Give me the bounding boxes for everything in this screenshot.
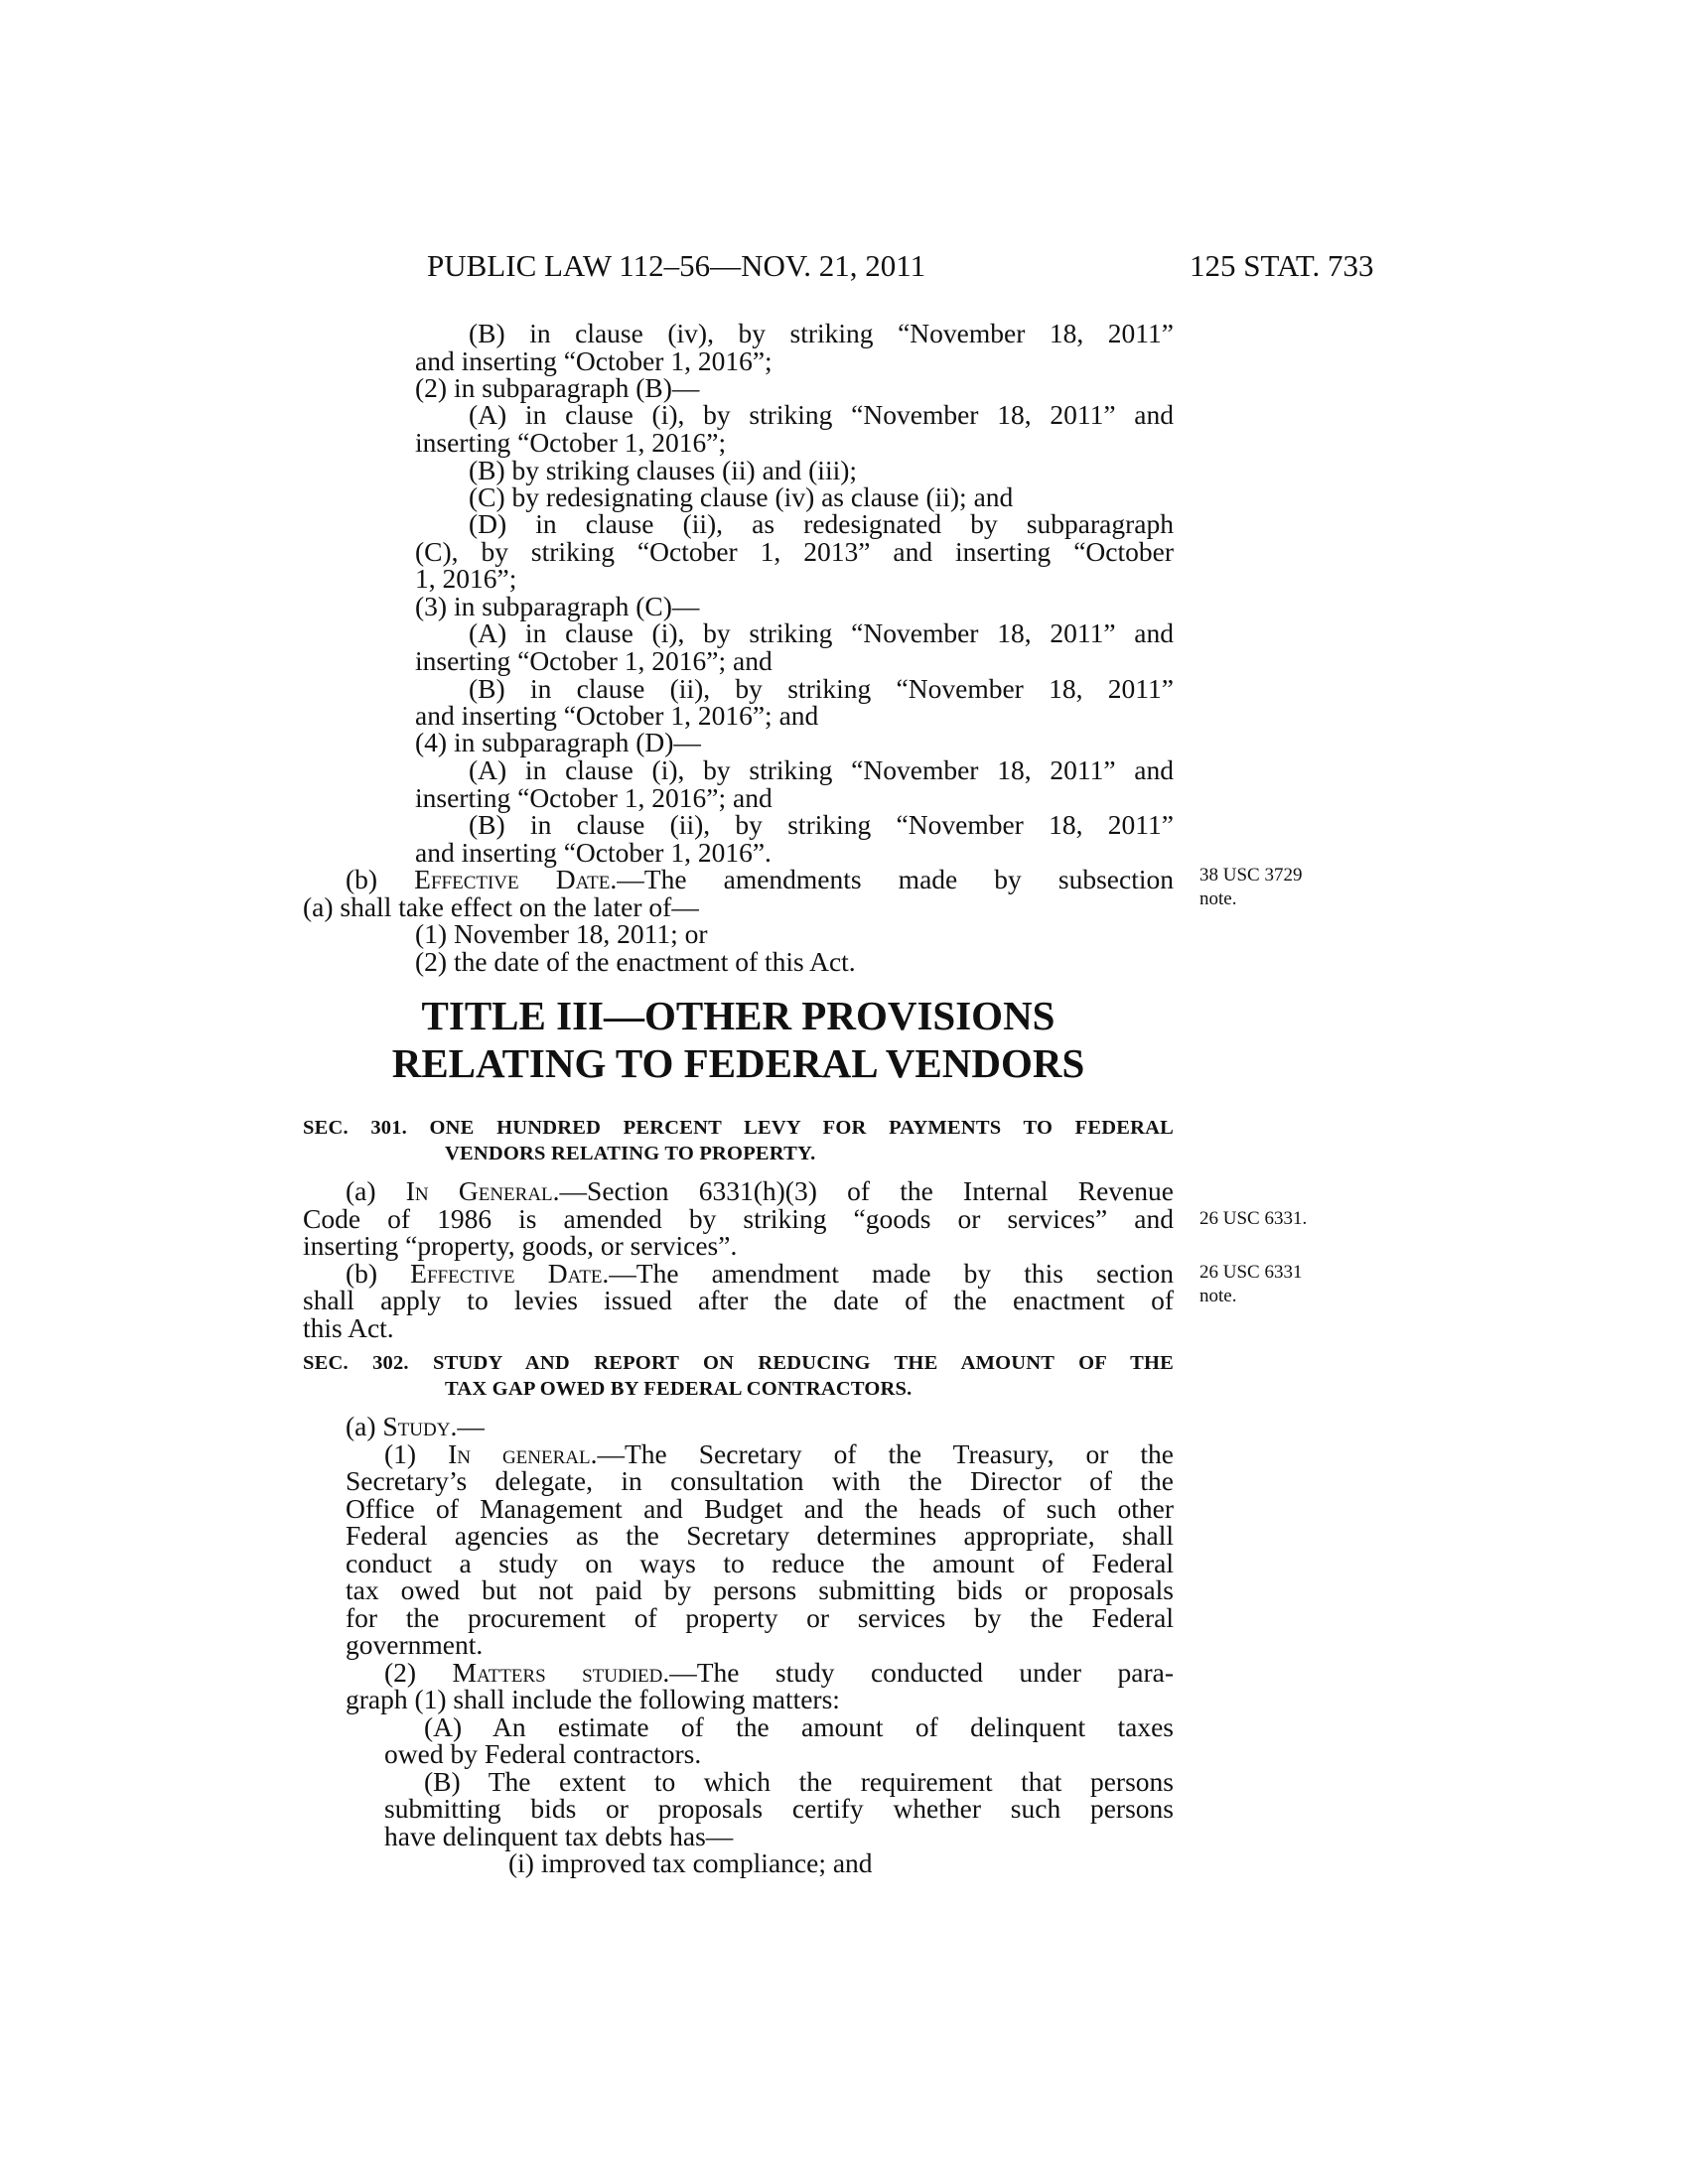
text-line: shall apply to levies issued after the date of the enactment of — [303, 1285, 1174, 1315]
text-line: and inserting “October 1, 2016”; — [415, 345, 773, 376]
text-line: (3) in subparagraph (C)— — [415, 591, 700, 621]
title-heading: RELATING TO FEDERAL VENDORS — [391, 1040, 1085, 1086]
text-line: 1, 2016”; — [415, 563, 517, 594]
text-line: conduct a study on ways to reduce the amount of Federal — [346, 1548, 1174, 1578]
text-line: (2) in subparagraph (B)— — [415, 372, 700, 403]
margin-note: note. — [1199, 888, 1237, 909]
section-heading: SEC. 301. ONE HUNDRED PERCENT LEVY FOR PAYMENTS TO FEDERAL — [303, 1117, 1174, 1139]
margin-note: 26 USC 6331 — [1199, 1262, 1303, 1283]
text-line: (A) in clause (i), by striking “November 18, 2011” and — [469, 754, 1174, 785]
text-line: have delinquent tax debts has— — [384, 1821, 734, 1851]
text-line: (1) In general.—The Secretary of the Treasury, or the — [384, 1438, 1174, 1469]
text-line: this Act. — [303, 1312, 394, 1343]
text-line: (b) Effective Date.—The amendments made by subsection — [346, 864, 1174, 894]
text-line: (B) by striking clauses (ii) and (iii); — [469, 455, 858, 485]
text-line: and inserting “October 1, 2016”; and — [415, 700, 819, 731]
text-line: (A) in clause (i), by striking “November 18, 2011” and — [469, 399, 1174, 430]
text-line: (B) in clause (ii), by striking “November 18, 2011” — [469, 673, 1174, 704]
section-heading: TAX GAP OWED BY FEDERAL CONTRACTORS. — [445, 1378, 913, 1400]
text-line: Code of 1986 is amended by striking “goods or services” and — [303, 1203, 1174, 1234]
text-line: graph (1) shall include the following matters: — [346, 1684, 840, 1714]
text-line: (4) in subparagraph (D)— — [415, 727, 701, 757]
text-line: owed by Federal contractors. — [384, 1738, 702, 1769]
heading-matters-studied: Matters studied — [452, 1657, 663, 1688]
text-line: (2) the date of the enactment of this Act. — [415, 946, 856, 977]
text-line: (1) November 18, 2011; or — [415, 918, 708, 949]
heading-effective-date: Effective Date — [414, 864, 611, 894]
text-line: (a) Study.— — [346, 1411, 485, 1441]
margin-note: 38 USC 3729 — [1199, 865, 1303, 886]
text-line: submitting bids or proposals certify whether such persons — [384, 1793, 1174, 1824]
text-line: (i) improved tax compliance; and — [508, 1847, 873, 1878]
text-line: (2) Matters studied.—The study conducted under para- — [384, 1657, 1174, 1688]
text-line: inserting “October 1, 2016”; — [415, 427, 727, 458]
text-line: (A) An estimate of the amount of delinquent taxes — [424, 1711, 1174, 1742]
text-line: Federal agencies as the Secretary determines appropriate, shall — [346, 1520, 1174, 1551]
text-line: (B) in clause (ii), by striking “November 18, 2011” — [469, 809, 1174, 840]
text-line: (C), by striking “October 1, 2013” and inserting “October — [415, 536, 1174, 567]
text-line: (B) in clause (iv), by striking “November 18, 2011” — [469, 318, 1174, 348]
page-number: 125 STAT. 733 — [1190, 248, 1374, 283]
margin-note: 26 USC 6331. — [1199, 1208, 1308, 1229]
text-line: (a) In General.—Section 6331(h)(3) of the Internal Revenue — [346, 1175, 1174, 1206]
heading-effective-date: Effective Date — [410, 1258, 603, 1289]
text-line: (a) shall take effect on the later of— — [303, 891, 699, 922]
section-heading: SEC. 302. STUDY AND REPORT ON REDUCING THE AMOUNT OF THE — [303, 1352, 1174, 1374]
text-line: government. — [346, 1629, 484, 1660]
heading-in-general: In General — [405, 1175, 553, 1206]
text-line: (b) Effective Date.—The amendment made by this section — [346, 1258, 1174, 1289]
text-line: Secretary’s delegate, in consultation with the Director of the — [346, 1465, 1174, 1496]
title-heading: TITLE III—OTHER PROVISIONS — [421, 993, 1055, 1038]
text-line: (C) by redesignating clause (iv) as clause (ii); and — [469, 481, 1014, 512]
text-line: inserting “October 1, 2016”; and — [415, 645, 773, 676]
text-line: tax owed but not paid by persons submitting bids or proposals — [346, 1574, 1174, 1605]
heading-in-general: In general — [448, 1438, 591, 1469]
text-line: (B) The extent to which the requirement that persons — [424, 1766, 1174, 1797]
running-header-title: PUBLIC LAW 112–56—NOV. 21, 2011 — [427, 248, 926, 283]
text-line: inserting “property, goods, or services”. — [303, 1230, 738, 1261]
text-line: Office of Management and Budget and the heads of such other — [346, 1493, 1174, 1524]
heading-study: Study — [382, 1411, 451, 1441]
margin-note: note. — [1199, 1286, 1237, 1306]
text-line: for the procurement of property or services by the Federal — [346, 1602, 1174, 1633]
text-line: inserting “October 1, 2016”; and — [415, 782, 773, 813]
section-heading: VENDORS RELATING TO PROPERTY. — [445, 1143, 816, 1164]
text-line: and inserting “October 1, 2016”. — [415, 837, 772, 868]
text-line: (D) in clause (ii), as redesignated by subparagraph — [469, 508, 1174, 539]
text-line: (A) in clause (i), by striking “November 18, 2011” and — [469, 617, 1174, 648]
